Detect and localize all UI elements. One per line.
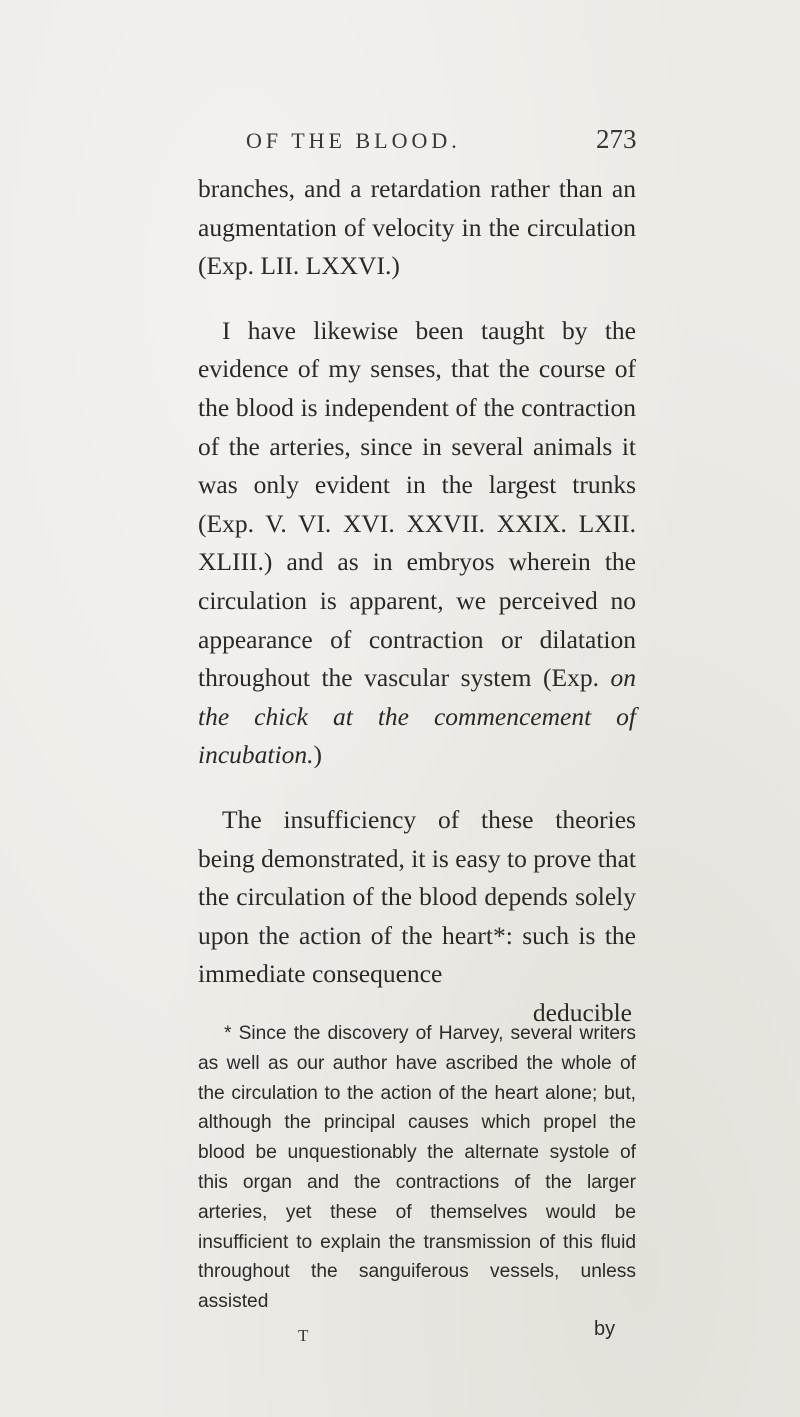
footnote	[198, 1019, 636, 1317]
catchword: by	[594, 1318, 616, 1340]
paragraph-3-last-word: deducible	[532, 997, 632, 1027]
page-number: 273	[596, 124, 637, 154]
signature-mark: T	[298, 1326, 310, 1345]
paragraph-3: The insufficiency of these theories being demonstrated, it is easy to prove that the circulation of the blood depends solely upon the action of the heart*: such is the immediate consequence	[198, 804, 636, 989]
paragraph-2-italic: on the chick at the commencement of incubation.	[198, 663, 636, 770]
running-title: OF THE BLOOD.	[246, 128, 461, 153]
main-text	[198, 170, 636, 1032]
running-head	[0, 124, 800, 164]
paragraph-2-close: )	[313, 740, 322, 770]
footnote-text: * Since the discovery of Harvey, several writers as well as our author have ascribed the whole of the circulation to the action of the heart alone; but, although the principal causes which propel the blood be unquestionably the alternate systole of this organ and the contractions of the larger arteries, yet these of themselves would be insufficient to explain the transmission of this fluid throughout the sanguiferous vessels, unless assisted	[198, 1023, 636, 1313]
paragraph-2-text: I have likewise been taught by the evidence of my senses, that the course of the blood is independent of the contraction of the arteries, since in several animals it was only evident in the largest trunks (Exp. V. VI. XVI. XXVII. XXIX. LXII. XLIII.) and as in embryos wherein the circulation is apparent, we perceived no appearance of contraction or dilatation throughout the vascular system (Exp.	[198, 315, 636, 693]
paragraph-1: branches, and a retardation rather than an augmentation of velocity in the circulation (Exp. LII. LXXVI.)	[198, 174, 636, 281]
paragraph-2	[198, 312, 636, 775]
